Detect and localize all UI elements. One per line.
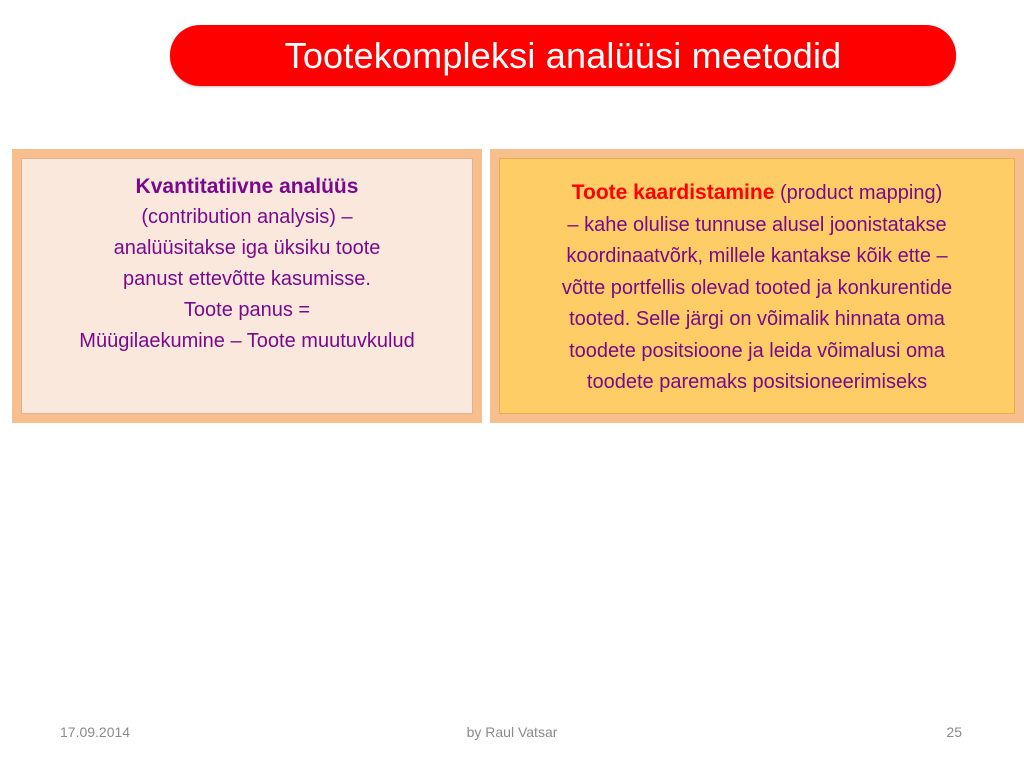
left-box-heading: Kvantitatiivne analüüs xyxy=(135,175,359,198)
left-content-panel xyxy=(21,158,473,414)
right-box-line: koordinaatvõrk, millele kantakse kõik ette – xyxy=(566,245,948,267)
left-content-box xyxy=(12,149,482,423)
left-box-line: (contribution analysis) – xyxy=(141,206,353,228)
footer-date: 17.09.2014 xyxy=(60,724,131,740)
right-box-line: võtte portfellis olevad tooted ja konkurentide xyxy=(561,276,953,299)
right-box-line: – kahe olulise tunnuse alusel joonistatakse xyxy=(567,213,947,236)
left-box-line: Toote panus = xyxy=(183,299,311,321)
right-box-line: tooted. Selle järgi on võimalik hinnata oma xyxy=(569,308,945,330)
right-box-heading-suffix: (product mapping) xyxy=(774,182,943,204)
slide-title-banner xyxy=(170,25,956,86)
left-box-line: Müügilaekumine – Toote muutuvkulud xyxy=(79,330,415,352)
right-box-heading-line xyxy=(500,177,1014,210)
right-content-box xyxy=(490,149,1024,423)
footer-page-number: 25 xyxy=(946,724,962,740)
left-box-line: analüüsitakse iga üksiku toote xyxy=(113,237,381,259)
slide-title: Tootekompleksi analüüsi meetodid xyxy=(284,34,842,76)
left-box-line: panust ettevõtte kasumisse. xyxy=(123,268,371,290)
footer-author: by Raul Vatsar xyxy=(466,724,558,740)
right-box-line: toodete paremaks positsioneerimiseks xyxy=(586,371,928,393)
right-box-line: toodete positsioone ja leida võimalusi oma xyxy=(569,339,945,362)
right-content-panel xyxy=(499,158,1015,414)
right-box-heading: Toote kaardistamine xyxy=(571,181,775,204)
